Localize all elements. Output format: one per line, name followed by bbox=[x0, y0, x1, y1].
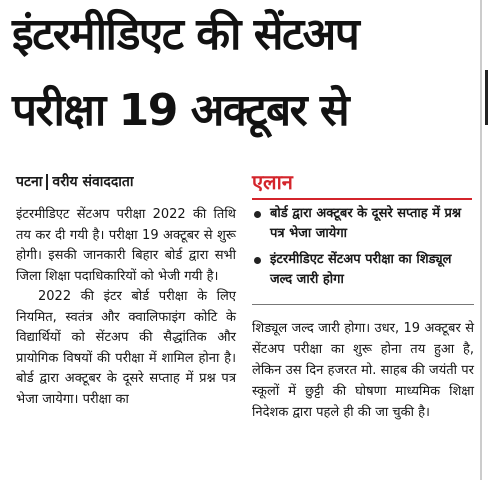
elan-heading: एलान bbox=[252, 170, 293, 194]
byline-separator bbox=[46, 174, 48, 190]
body-paragraph-1: इंटरमीडिएट सेंटअप परीक्षा 2022 की तिथि तय कर दी गयी है। परीक्षा 19 अक्टूबर से शुरू होगी। इसकी जानकारी बिहार बोर्ड द्वारा सभी जिला शिक्षा पदाधिकारियों को भेजी गयी है। bbox=[16, 207, 236, 284]
byline-reporter: वरीय संवाददाता bbox=[52, 174, 134, 190]
headline-line-1: इंटरमीडिएट की सेंटअप bbox=[12, 9, 359, 60]
article-body-right bbox=[252, 318, 474, 423]
elan-bullet-text: इंटरमीडिएट सेंटअप परीक्षा का शिड्यूल जल्द जारी होगा bbox=[270, 252, 452, 287]
elan-bullet-item bbox=[252, 204, 474, 244]
body-paragraph-3: शिड्यूल जल्द जारी होगा। उधर, 19 अक्टूबर से सेंटअप परीक्षा का शुरू होना तय हुआ है, लेकिन उस दिन हजरत मो. साहब की जयंती पर स्कूलों में छुट्टी की घोषणा माध्यमिक शिक्षा निदेशक द्वारा पहले ही की जा चुकी है। bbox=[252, 321, 474, 420]
elan-bullet-item bbox=[252, 250, 474, 290]
article-body-left bbox=[16, 205, 236, 410]
byline bbox=[16, 172, 134, 191]
body-paragraph-2: 2022 की इंटर बोर्ड परीक्षा के लिए नियमित, स्वतंत्र और क्वालिफाइंग कोटि के विद्यार्थियों को सेंटअप की सैद्धांतिक और प्रायोगिक विषयों की परीक्षा में शामिल होना है। बोर्ड द्वारा अक्टूबर के दूसरे सप्ताह में प्रश्न पत्र भेजा जायेगा। परीक्षा का bbox=[16, 289, 236, 407]
elan-bullet-text: बोर्ड द्वारा अक्टूबर के दूसरे सप्ताह में प्रश्न पत्र भेजा जायेगा bbox=[270, 206, 462, 241]
byline-city: पटना bbox=[16, 174, 43, 190]
elan-box-divider bbox=[252, 304, 474, 305]
column-divider bbox=[480, 0, 482, 480]
bullet-dot-icon bbox=[254, 211, 261, 218]
elan-bullet-list bbox=[252, 204, 474, 296]
bullet-dot-icon bbox=[254, 257, 261, 264]
headline-line-2: परीक्षा 19 अक्टूबर से bbox=[12, 85, 349, 136]
elan-underline bbox=[252, 198, 472, 200]
